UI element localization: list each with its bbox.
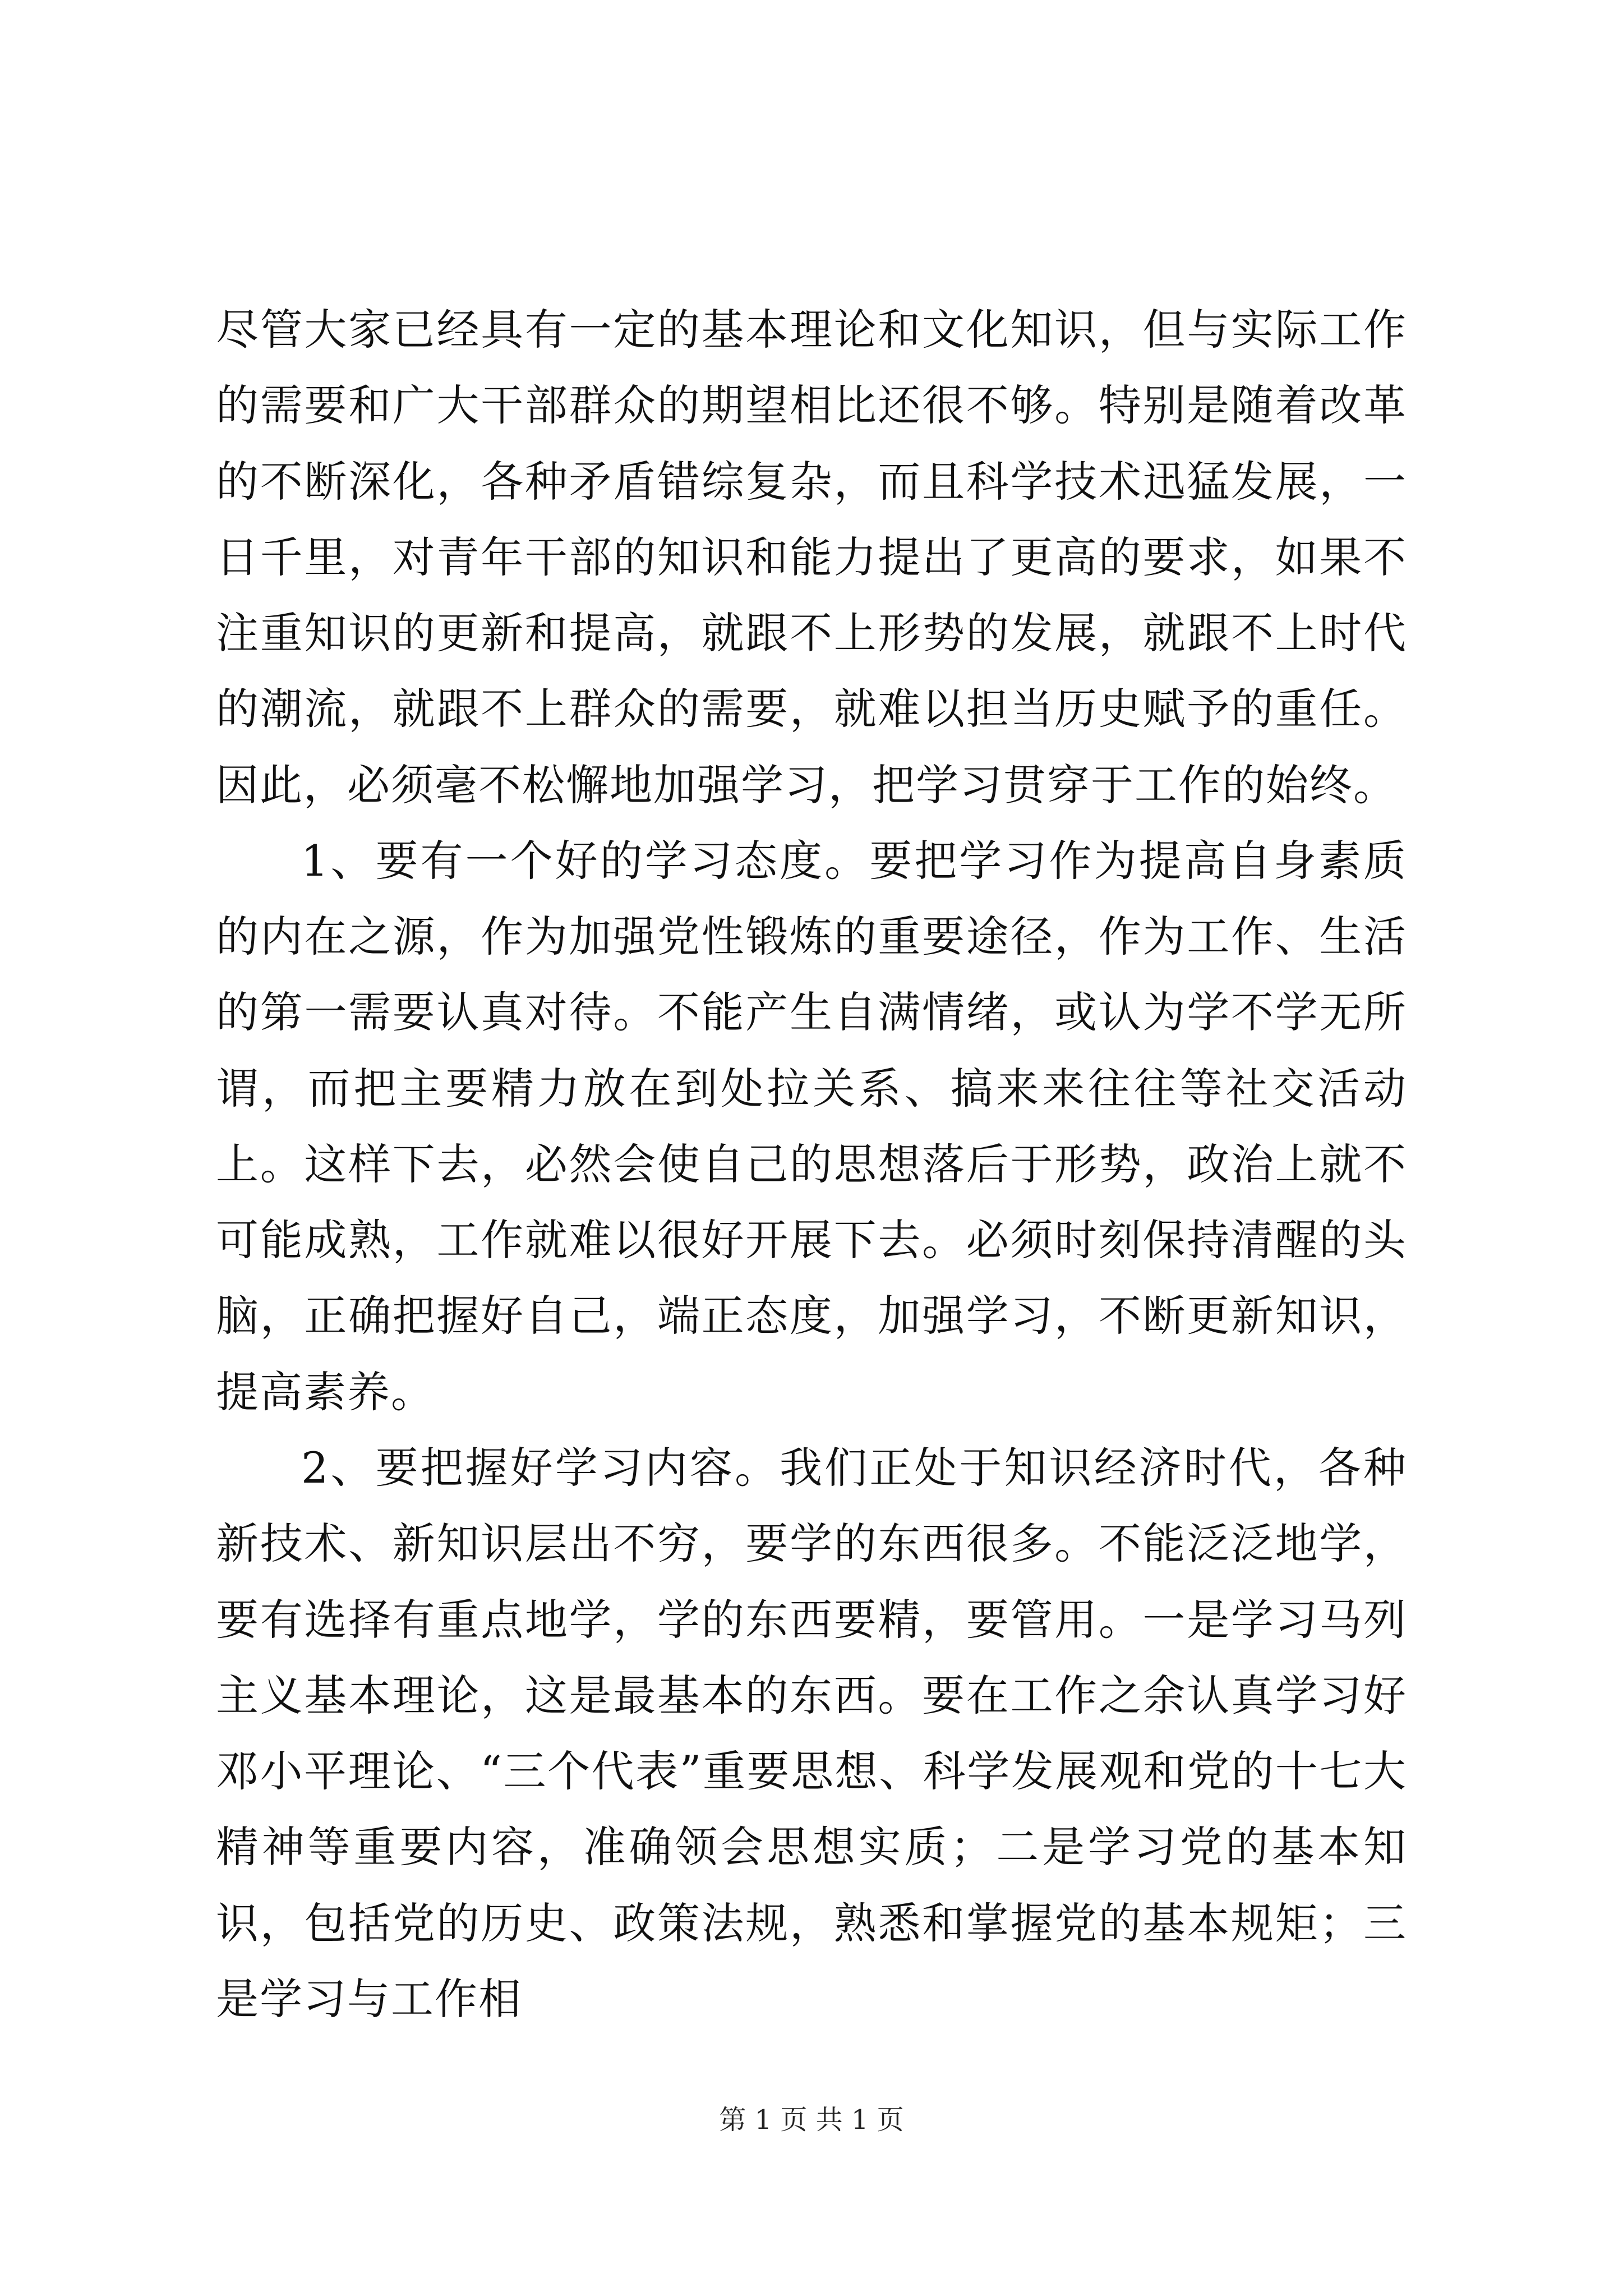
document-body [216, 292, 1407, 2037]
paragraph-study-content: 2、要把握好学习内容。我们正处于知识经济时代，各种新技术、新知识层出不穷，要学的东西很多。不能泛泛地学，要有选择有重点地学，学的东西要精，要管用。一是学习马列主义基本理论，这是最基本的东西。要在工作之余认真学习好邓小平理论、“三个代表”重要思想、科学发展观和党的十七大精神等重要内容，准确领会思想实质；二是学习党的基本知识，包括党的历史、政策法规，熟悉和掌握党的基本规矩；三是学习与工作相 [216, 1442, 1407, 2024]
page-footer: 第 1 页 共 1 页 [719, 2104, 904, 2136]
paragraph-study-attitude: 1、要有一个好的学习态度。要把学习作为提高自身素质的内在之源，作为加强党性锻炼的重要途径，作为工作、生活的第一需要认真对待。不能产生自满情绪，或认为学不学无所谓，而把主要精力放在到处拉关系、搞来来往往等社交活动上。这样下去，必然会使自己的思想落后于形势，政治上就不可能成熟，工作就难以很好开展下去。必须时刻保持清醒的头脑，正确把握好自己，端正态度，加强学习，不断更新知识，提高素养。 [216, 835, 1407, 1417]
paragraph-intro: 尽管大家已经具有一定的基本理论和文化知识，但与实际工作的需要和广大干部群众的期望相比还很不够。特别是随着改革的不断深化，各种矛盾错综复杂，而且科学技术迅猛发展，一日千里，对青年干部的知识和能力提出了更高的要求，如果不注重知识的更新和提高，就跟不上形势的发展，就跟不上时代的潮流，就跟不上群众的需要，就难以担当历史赋予的重任。因此，必须毫不松懈地加强学习，把学习贯穿于工作的始终。 [216, 305, 1407, 810]
